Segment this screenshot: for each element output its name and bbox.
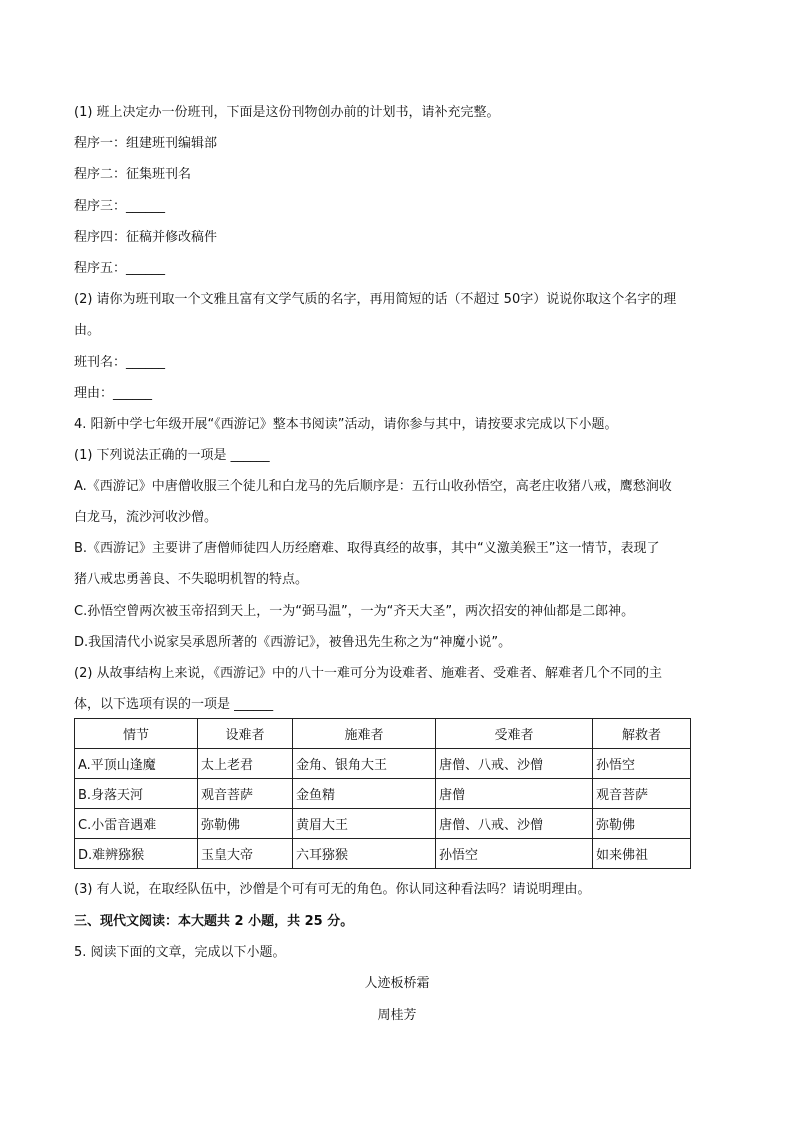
step-three-blank: 程序三：______ bbox=[74, 199, 166, 214]
step-one: 程序一：组建班刊编辑部 bbox=[74, 136, 218, 151]
table-cell: 黄眉大王 bbox=[293, 809, 436, 839]
table-header-row bbox=[75, 719, 691, 749]
question-4-3-prompt: (3) 有人说，在取经队伍中，沙僧是个可有可无的角色。你认同这种看法吗？请说明理由。 bbox=[74, 882, 591, 897]
question-3-2-prompt: (2) 请你为班刊取一个文雅且富有文学气质的名字，再用简短的话（不超过 50字）说说你取这个名字的理 bbox=[74, 292, 677, 307]
journal-name-blank: 班刊名：______ bbox=[74, 355, 166, 370]
table-cell: C.小雷音遇难 bbox=[75, 809, 198, 839]
table-cell: 金鱼精 bbox=[293, 779, 436, 809]
table-cell: 六耳猕猴 bbox=[293, 839, 436, 869]
question-3-1-prompt: (1) 班上决定办一份班刊，下面是这份刊物创办前的计划书，请补充完整。 bbox=[74, 105, 500, 120]
option-d: D.我国清代小说家吴承恩所著的《西游记》，被鲁迅先生称之为“神魔小说”。 bbox=[74, 635, 512, 650]
table-cell: 弥勒佛 bbox=[593, 809, 691, 839]
table-cell: 孙悟空 bbox=[593, 749, 691, 779]
option-a: A.《西游记》中唐僧收服三个徒儿和白龙马的先后顺序是：五行山收孙悟空，高老庄收猪八戒，鹰愁涧收 bbox=[74, 479, 672, 494]
header-sufferer: 受难者 bbox=[436, 719, 593, 749]
header-rescuer: 解救者 bbox=[593, 719, 691, 749]
table-cell: 唐僧 bbox=[436, 779, 593, 809]
header-inflicter: 施难者 bbox=[293, 719, 436, 749]
header-designer: 设难者 bbox=[198, 719, 293, 749]
step-five-blank: 程序五：______ bbox=[74, 261, 166, 276]
option-c: C.孙悟空曾两次被玉帝招到天上，一为“弼马温”，一为“齐天大圣”，两次招安的神仙都是二郎神。 bbox=[74, 604, 635, 619]
article-author: 周桂芳 bbox=[377, 1008, 417, 1023]
table-cell: 唐僧、八戒、沙僧 bbox=[436, 809, 593, 839]
table-cell: 玉皇大帝 bbox=[198, 839, 293, 869]
option-b-cont: 猪八戒忠勇善良、不失聪明机智的特点。 bbox=[74, 572, 309, 587]
header-plot: 情节 bbox=[75, 719, 198, 749]
table-cell: 观音菩萨 bbox=[198, 779, 293, 809]
table-cell: 唐僧、八戒、沙僧 bbox=[436, 749, 593, 779]
question-4-2-prompt-cont: 体，以下选项有误的一项是 ______ bbox=[74, 697, 274, 712]
option-a-cont: 白龙马，流沙河收沙僧。 bbox=[74, 510, 218, 525]
story-structure-table bbox=[74, 718, 691, 869]
table-cell: 弥勒佛 bbox=[198, 809, 293, 839]
question-4-1-prompt: (1) 下列说法正确的一项是 ______ bbox=[74, 448, 270, 463]
table-row bbox=[75, 749, 691, 779]
question-4-2-prompt: (2) 从故事结构上来说，《西游记》中的八十一难可分为设难者、施难者、受难者、解难者几个不同的主 bbox=[74, 666, 663, 681]
table-cell: 孙悟空 bbox=[436, 839, 593, 869]
option-b: B.《西游记》主要讲了唐僧师徒四人历经磨难、取得真经的故事，其中“义激美猴王”这一情节，表现了 bbox=[74, 541, 660, 556]
table-row bbox=[75, 809, 691, 839]
table-cell: A.平顶山逢魔 bbox=[75, 749, 198, 779]
table-cell: D.难辨猕猴 bbox=[75, 839, 198, 869]
table-row bbox=[75, 779, 691, 809]
table-cell: 金角、银角大王 bbox=[293, 749, 436, 779]
question-5-prompt: 5. 阅读下面的文章，完成以下小题。 bbox=[74, 945, 286, 960]
table-row bbox=[75, 839, 691, 869]
table-cell: 观音菩萨 bbox=[593, 779, 691, 809]
article-title: 人迹板桥霜 bbox=[364, 976, 430, 991]
table-cell: 如来佛祖 bbox=[593, 839, 691, 869]
reason-blank: 理由：______ bbox=[74, 386, 153, 401]
table-cell: B.身落天河 bbox=[75, 779, 198, 809]
table-cell: 太上老君 bbox=[198, 749, 293, 779]
step-four: 程序四：征稿并修改稿件 bbox=[74, 230, 218, 245]
question-3-2-prompt-cont: 由。 bbox=[74, 323, 101, 338]
step-two: 程序二：征集班刊名 bbox=[74, 167, 192, 182]
section-heading: 三、现代文阅读：本大题共 2 小题，共 25 分。 bbox=[74, 914, 354, 929]
question-4-intro: 4. 阳新中学七年级开展“《西游记》整本书阅读”活动，请你参与其中，请按要求完成以下小题。 bbox=[74, 417, 618, 432]
